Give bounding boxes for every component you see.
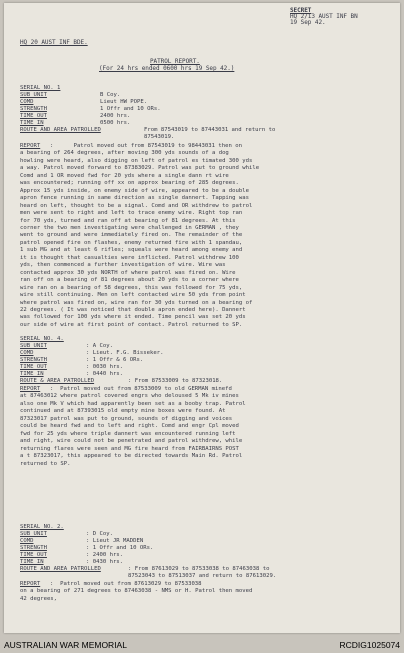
report-period: (For 24 hrs ended 0600 hrs 19 Sep 42.): [99, 65, 235, 72]
serial-2-subunit: : D Coy.: [86, 531, 113, 537]
report-line: also one Mk V which had apparently been set as a booby trap. Patrol: [20, 400, 246, 407]
report-line: 42 degrees,: [20, 595, 58, 602]
report-line: 1 sub MG and at least 6 rifles; squeals were heard among enemy and: [20, 247, 243, 254]
report-line: 22 degrees. ( It was noticed that double apron ended here). Dannert: [20, 306, 246, 313]
report-line: returning flares were seen and MG fire heard from FAIRBAIRNS POST: [20, 445, 239, 452]
serial-2-subunit-label: SUB UNIT: [20, 531, 47, 537]
serial-1-label: SERIAL NO. 1: [20, 85, 61, 91]
report-line: wire still continuing. Men on left contacted wire 50 yds from point: [20, 292, 246, 299]
report-line: was encountered; running off xx on approx bearing of 285 degrees.: [20, 180, 239, 187]
report-line: our side of wire at first point of contact. Patrol returned to SP.: [20, 321, 243, 328]
report-line: : Patrol moved out from 87543019 to 98443031 then on: [50, 143, 242, 149]
secret-stamp: SECRET: [290, 7, 312, 14]
serial-4-timein-label: TIME IN: [20, 371, 44, 377]
serial-1-timeout: 2400 hrs.: [100, 113, 131, 119]
serial-1-report-text: [20, 143, 259, 329]
document-title: PATROL REPORT.: [150, 58, 200, 65]
document-page: [4, 3, 400, 633]
serial-2-report-label: REPORT: [20, 581, 41, 587]
serial-2-route: : From 87613029 to 87533038 to 87463038 to: [128, 566, 270, 572]
serial-4-subunit: : A Coy.: [86, 343, 113, 349]
archive-name: AUSTRALIAN WAR MEMORIAL: [4, 640, 127, 650]
serial-2-timein-label: TIME IN: [20, 559, 44, 565]
report-line: corner the two men investigating were challenged in GERMAN , they: [20, 224, 239, 231]
serial-2-comd: : Lieut JR MADDEN: [86, 538, 144, 544]
serial-2-timeout-label: TIME OUT: [20, 552, 47, 558]
serial-4-comd-label: COMD: [20, 350, 34, 356]
report-line: : Patrol moved out from 87533009 to old GERMAN minefd: [50, 386, 232, 392]
serial-1-route-cont: 87543019.: [144, 134, 175, 140]
serial-1-subunit: B Coy.: [100, 92, 121, 98]
serial-2-route-label: ROUTE AND AREA PATROLLED: [20, 566, 101, 572]
report-line: 87323017 patrol was put to ground, sounds of digging and voices: [20, 415, 233, 422]
serial-4-timein: : 0440 hrs.: [86, 371, 124, 377]
serial-4-label: SERIAL NO. 4.: [20, 336, 64, 342]
serial-4-strength: : 1 Offr & 6 ORs.: [86, 357, 144, 363]
serial-4-report-label: REPORT: [20, 386, 41, 392]
report-line: Approx 15 yds inside, on enemy side of wire, appeared to be a double: [20, 187, 250, 194]
report-line: was followed for 100 yds where it ended. Time pencil was set 20 yds: [20, 314, 246, 321]
report-line: and right, wire could not be penetrated and patrol withdrew, while: [20, 438, 243, 445]
report-line: Comd and 1 OR moved fwd for 20 yds where a single dann rt wire: [20, 172, 229, 179]
report-line: howling were heard, also digging on left of patrol es timated 300 yds: [20, 157, 253, 164]
serial-1-strength-label: STRENGTH: [20, 106, 47, 112]
report-line: apron fence running in same direction as single dannert. Tapping was: [20, 195, 250, 202]
serial-1-subunit-label: SUB UNIT: [20, 92, 47, 98]
serial-1-timein: 0500 hrs.: [100, 120, 131, 126]
report-line: for 70 yds, turned and ran off at bearing of 81 degrees. At this: [20, 217, 236, 224]
serial-1-report-label: REPORT: [20, 143, 41, 149]
report-line: men were sent to right and left to trace enemy wire. Right top ran: [20, 210, 243, 217]
serial-2-strength-label: STRENGTH: [20, 545, 47, 551]
report-line: ran off on a bearing of 81 degrees about 20 yds to a corner where: [20, 277, 239, 284]
report-line: continued and at 87393015 old empty mine boxes were found. At: [20, 408, 226, 415]
serial-2-label: SERIAL NO. 2.: [20, 524, 64, 530]
serial-4-timeout: : 0030 hrs.: [86, 364, 124, 370]
serial-1-strength: 1 Offr and 10 ORs.: [100, 106, 161, 112]
report-line: could be heard fwd and to left and right. Comd and engr Cpl moved: [20, 423, 239, 430]
serial-1-timein-label: TIME IN: [20, 120, 44, 126]
serial-4-strength-label: STRENGTH: [20, 357, 47, 363]
serial-2-strength: : 1 Offr and 10 ORs.: [86, 545, 154, 551]
serial-4-subunit-label: SUB UNIT: [20, 343, 47, 349]
report-line: a t 87323017, this appeared to be directed towards Main Rd. Patrol: [20, 453, 243, 460]
serial-4-comd: : Lieut. F.G. Bisseker.: [86, 350, 164, 356]
report-line: returned to SP.: [20, 460, 71, 467]
serial-1-timeout-label: TIME OUT: [20, 113, 47, 119]
report-line: a bearing of 264 degrees, after moving 300 yds sounds of a dog: [20, 150, 229, 157]
serial-1-route-label: ROUTE AND AREA PATROLLED: [20, 127, 101, 133]
report-line: fwd for 25 yds where triple dannert was encountered running left: [20, 430, 236, 437]
report-line: went to ground and were immediately fired on. The remainder of the: [20, 232, 243, 239]
serial-4-route: : From 87533009 to 87323018.: [128, 378, 223, 384]
serial-2-route-cont: 87523043 to 87513037 and return to 87613029.: [128, 573, 277, 579]
report-line: heard on left, thought to be a signal. Comd and OR withdrew to patrol: [20, 202, 253, 209]
serial-2-comd-label: COMD: [20, 538, 34, 544]
report-line: it is thought that casualties were inflicted. Patrol withdrew 100: [20, 254, 239, 261]
report-line: contacted approx 30 yds NORTH of where patrol was fired on. Wire: [20, 269, 236, 276]
originating-unit: HQ 2/13 AUST INF BN: [290, 13, 358, 20]
report-line: at 87463012 where patrol covered engrs who deloused 5 Mk iv mines: [20, 393, 239, 400]
serial-4-timeout-label: TIME OUT: [20, 364, 47, 370]
serial-2-timeout: : 2400 hrs.: [86, 552, 124, 558]
serial-4-route-label: ROUTE & AREA PATROLLED: [20, 378, 95, 384]
report-line: : Patrol moved out from 87613029 to 87533038: [50, 581, 202, 587]
report-line: yds, then commenced a further investigation of wire. Wire was: [20, 262, 226, 269]
serial-4-report-text: [20, 386, 246, 468]
report-line: where patrol was fired on, wire ran for 30 yds turned on a bearing of: [20, 299, 253, 306]
serial-2-timein: : 0430 hrs.: [86, 559, 124, 565]
archive-footer: [0, 637, 404, 653]
serial-2-report-text: [20, 581, 252, 603]
serial-1-comd: Lieut HW POPE.: [100, 99, 148, 105]
archive-reference: RCDIG1025074: [339, 640, 400, 650]
addressee: HQ 20 AUST INF BDE.: [20, 39, 88, 46]
document-date: 19 Sep 42.: [290, 19, 326, 26]
serial-1-comd-label: COMD: [20, 99, 34, 105]
report-line: patrol opened fire on flashes, enemy returned fire with 1 spandau,: [20, 239, 243, 246]
serial-1-route: From 87543019 to 87443031 and return to: [144, 127, 276, 133]
report-line: wire ran on a bearing of 58 degrees, this was followed for 75 yds,: [20, 284, 243, 291]
report-line: a way. Patrol moved forward to 87383029. Patrol was put to ground while: [20, 165, 260, 172]
report-line: on a bearing of 271 degrees to 87463038 - NMS or H. Patrol then moved: [20, 588, 253, 595]
